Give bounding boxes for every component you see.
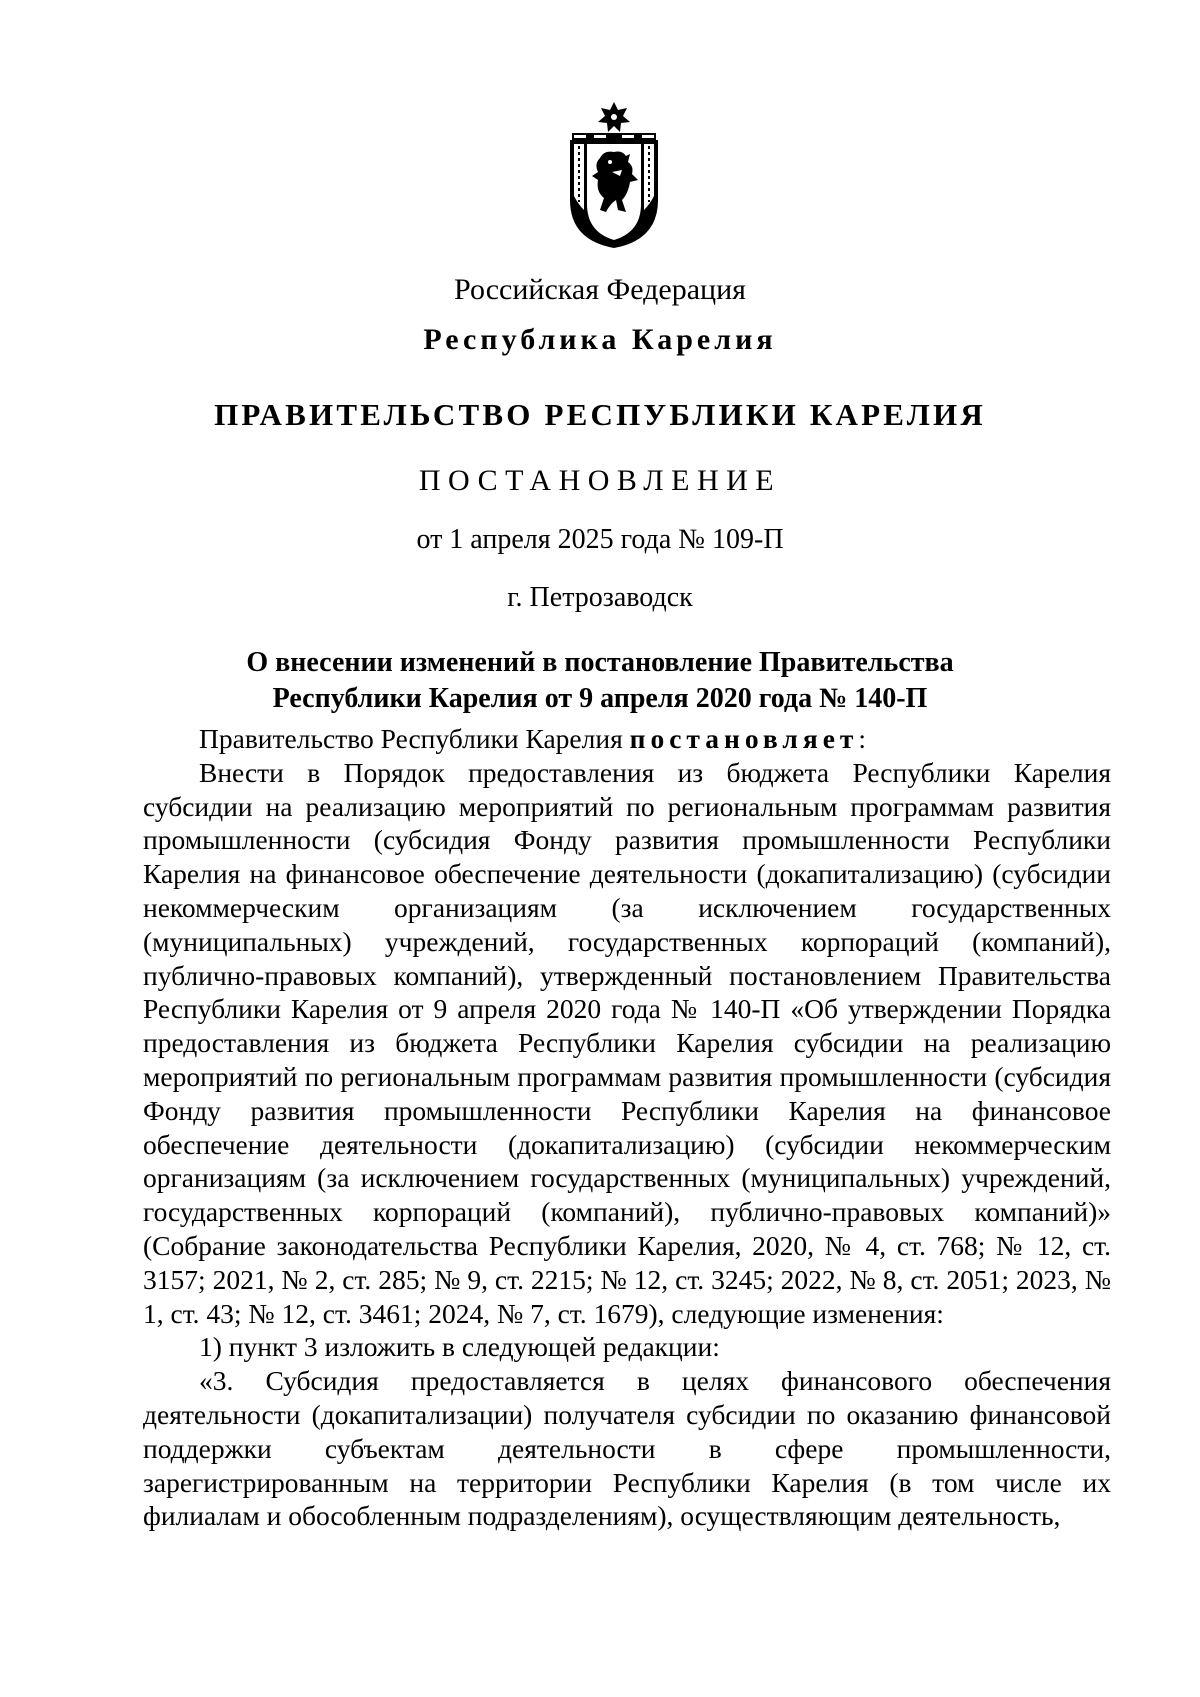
document-title (0, 645, 1200, 717)
resolves-prefix: Правительство Республики Карелия (199, 723, 630, 754)
document-type: ПОСТАНОВЛЕНИЕ (418, 464, 782, 497)
document-title-line-2: Республики Карелия от 9 апреля 2020 года № 140-П (272, 683, 928, 714)
country-name: Российская Федерация (454, 273, 746, 306)
resolves-paragraph (143, 722, 1111, 756)
republic-name: Республика Карелия (423, 323, 777, 356)
resolves-suffix: : (858, 723, 867, 754)
government-name: ПРАВИТЕЛЬСТВО РЕСПУБЛИКИ КАРЕЛИЯ (214, 397, 986, 432)
document-city: г. Петрозаводск (507, 582, 693, 613)
document-title-line-1: О внесении изменений в постановление Правительства (246, 647, 954, 678)
karelia-coat-of-arms-icon (563, 100, 665, 250)
quoted-paragraph: «3. Субсидия предоставляется в целях финансового обеспечения деятельности (докапитализации) получателя субсидии по оказанию финансовой поддержки субъектам деятельности в сфере промышленности, зарегистрированным на территории Республики Карелия (в том числе их филиалам и обособленным подразделениям), осуществляющим деятельность, (143, 1365, 1111, 1532)
item-1-paragraph: 1) пункт 3 изложить в следующей редакции: (199, 1331, 720, 1363)
document-date-number: от 1 апреля 2025 года № 109-П (416, 524, 784, 555)
document-body (143, 722, 1111, 1533)
resolves-word: постановляет (629, 723, 859, 754)
main-paragraph: Внести в Порядок предоставления из бюджета Республики Карелия субсидии на реализацию мероприятий по региональным программам развития промышленности (субсидия Фонду развития промышленности Республики Карелия на финансовое обеспечение деятельности (докапитализацию) (субсидии некоммерческим организациям (за исключением государственных (муниципальных) учреждений, государственных корпораций (компаний), публично-правовых компаний), утвержденный постановлением Правительства Республики Карелия от 9 апреля 2020 года № 140-П «Об утверждении Порядка предоставления из бюджета Республики Карелия субсидии на реализацию мероприятий по региональным программам развития промышленности (субсидия Фонду развития промышленности Республики Карелия на финансовое обеспечение деятельности (докапитализацию) (субсидии некоммерческим организациям (за исключением государственных (муниципальных) учреждений, государственных корпораций (компаний), публично-правовых компаний)» (Собрание законодательства Республики Карелия, 2020, № 4, ст. 768; № 12, ст. 3157; 2021, № 2, ст. 285; № 9, ст. 2215; № 12, ст. 3245; 2022, № 8, ст. 2051; 2023, № 1, ст. 43; № 12, ст. 3461; 2024, № 7, ст. 1679), следующие изменения: (143, 756, 1111, 1329)
